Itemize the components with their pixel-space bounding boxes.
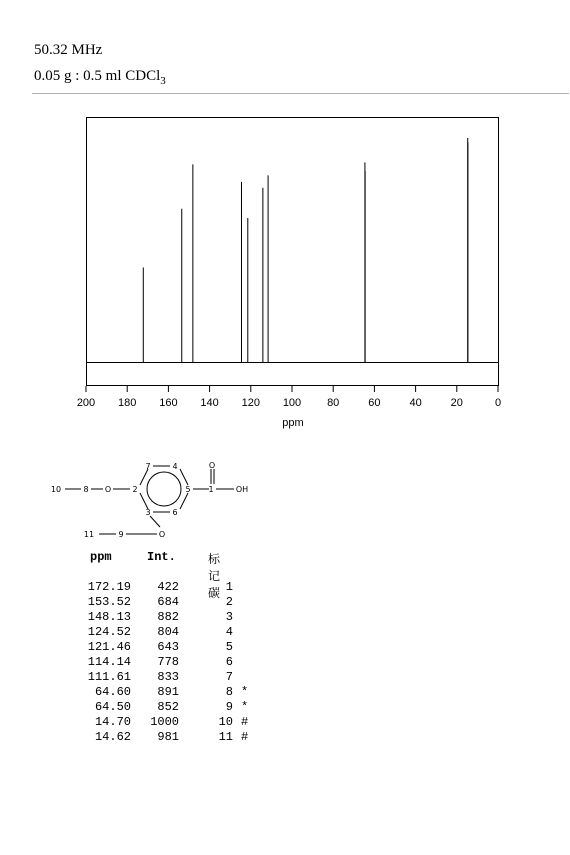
intensity-cell: 778	[157, 655, 179, 669]
x-tick-label: 180	[118, 397, 137, 409]
bond	[180, 493, 188, 509]
intensity-cell: 1000	[150, 715, 179, 729]
header-assignment: 标记碳	[208, 552, 221, 600]
bond	[150, 516, 160, 527]
assignment-cell: 9	[225, 700, 233, 714]
ppm-cell: 14.62	[94, 730, 131, 744]
intensity-cell: 833	[157, 670, 179, 684]
ppm-cell: 172.19	[87, 580, 131, 594]
header-int: Int.	[147, 550, 176, 564]
assignment-cell: 1	[225, 580, 233, 594]
intensity-cell: 882	[157, 610, 179, 624]
ppm-cell: 121.46	[87, 640, 131, 654]
intensity-cell: 643	[157, 640, 179, 654]
assignment-cell: 4	[225, 625, 233, 639]
x-tick-label: 60	[368, 397, 381, 409]
x-tick-label: 200	[76, 397, 96, 409]
ppm-cell: 114.14	[87, 655, 131, 669]
assignment-cell: 8	[225, 685, 233, 699]
x-tick-label: 120	[241, 397, 260, 409]
intensity-cell: 891	[157, 685, 179, 699]
header-ppm: ppm	[90, 550, 112, 564]
ppm-cell: 14.70	[94, 715, 131, 729]
intensity-cell: 422	[157, 580, 179, 594]
assignment-cell: 10	[218, 715, 233, 729]
bond	[140, 493, 148, 509]
intensity-cell: 684	[157, 595, 179, 609]
ppm-cell: 148.13	[87, 610, 131, 624]
bond	[180, 469, 188, 485]
sample-subscript: 3	[160, 75, 166, 87]
atom-label: 4	[172, 462, 178, 471]
ppm-cell: 124.52	[87, 625, 131, 639]
aromatic-ring	[147, 472, 181, 506]
ppm-cell: 153.52	[87, 595, 131, 609]
atom-label: O	[208, 461, 216, 470]
assignment-cell: 3	[225, 610, 233, 624]
x-tick-label: 160	[159, 397, 178, 409]
atom-label: 11	[83, 530, 95, 539]
intensity-cell: 981	[157, 730, 179, 744]
x-tick-label: 40	[409, 397, 422, 409]
assignment-cell: 2	[225, 595, 233, 609]
atom-label: OH	[235, 485, 249, 494]
sample-text: 0.05 g : 0.5 ml CDCl	[34, 68, 161, 84]
bond	[140, 469, 148, 485]
equivalence-mark: *	[241, 685, 249, 699]
atom-label: 10	[50, 485, 62, 494]
x-tick-label: 100	[282, 397, 302, 409]
x-tick-label: 140	[200, 397, 219, 409]
x-tick-label: 20	[450, 397, 463, 409]
assignment-cell: 7	[225, 670, 233, 684]
equivalence-mark: #	[241, 715, 249, 729]
ppm-cell: 64.50	[94, 700, 131, 714]
equivalence-mark: #	[241, 730, 249, 744]
atom-label: O	[104, 485, 112, 494]
assignment-cell: 5	[225, 640, 233, 654]
atom-label: 9	[118, 530, 124, 539]
x-axis-label: ppm	[282, 417, 304, 429]
atom-label: 6	[172, 508, 178, 517]
atom-label: 2	[132, 485, 138, 494]
ppm-cell: 111.61	[87, 670, 131, 684]
spectrometer-frequency: 50.32 MHz	[34, 42, 103, 58]
atom-label: O	[158, 530, 166, 539]
atom-label: 7	[145, 462, 151, 471]
assignment-cell: 11	[218, 730, 233, 744]
intensity-cell: 804	[157, 625, 179, 639]
atom-label: 3	[145, 508, 151, 517]
atom-label: 1	[208, 485, 214, 494]
ppm-cell: 64.60	[94, 685, 131, 699]
x-tick-label: 80	[327, 397, 340, 409]
atom-label: 5	[185, 485, 191, 494]
assignment-cell: 6	[225, 655, 233, 669]
x-tick-label: 0	[494, 397, 502, 409]
intensity-cell: 852	[157, 700, 179, 714]
atom-label: 8	[83, 485, 89, 494]
equivalence-mark: *	[241, 700, 249, 714]
